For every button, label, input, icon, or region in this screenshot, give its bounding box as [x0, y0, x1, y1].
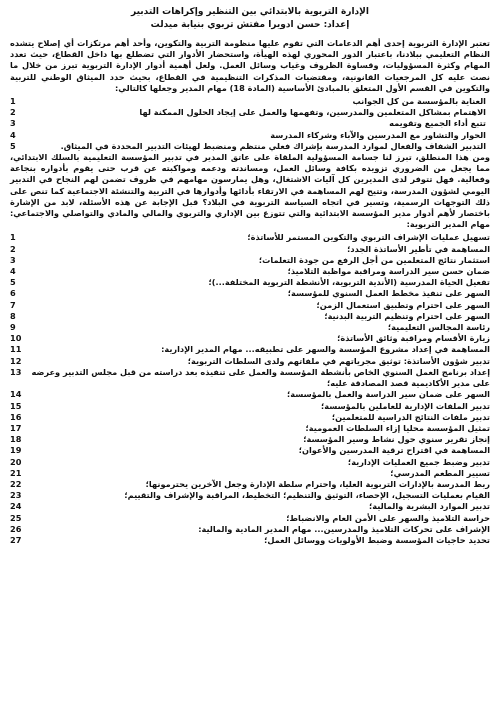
list-item-number: 12	[10, 355, 22, 366]
list-item-text: تتبع أداء الجميع وتقويمه	[389, 118, 486, 129]
list-item-text: تحديد حاجيات المؤسسة وضبط الأولويات ووسائل العمل؛	[264, 534, 490, 545]
list-item-number: 1	[10, 232, 16, 243]
list-item	[10, 344, 490, 355]
list-item-text: الإشراف على تحركات التلاميذ والمدرسين... مهام المدير المادية والمالية:	[198, 523, 490, 534]
list-item	[10, 322, 490, 333]
list-item	[10, 232, 490, 243]
list-item-number: 10	[10, 333, 22, 344]
list-item	[10, 389, 490, 400]
list-item-text: إعداد برنامج العمل السنوي الخاص بأنشطة المؤسسة والعمل على تنفيذه بعد دراسته من قبل مجلس التدبير وعرضه على مدير الأكاديمية قصد المصادقة عليه؛	[31, 366, 490, 389]
list-item-text: تدبير الملفات الإدارية للعاملين بالمؤسسة؛	[321, 400, 490, 411]
list-item-number: 22	[10, 478, 22, 489]
intro-paragraph: تعتبر الإدارة التربوية إحدى أهم الدعامات التي تقوم عليها منظومة التربية والتكوين، وأحد أهم مرتكزات أي إصلاح يتشده النظام التعليمي ببلادنا، باعتبار الدور المحوري لهذه الهيأة، واستحضار الأدوار التي تضطلع بها داخل القطاع، حيث تعدد المهام وكثرة المسؤوليات، وقساوة الظروف وغياب وسائل العمل. ولعل أهمية أدوار الإدارة التربوية تبرز من خلال ما نصت عليه كل المرجعيات القانونية، ومقتضيات المذكرات التنظيمية في القطاع، بحيث حدد الميثاق الوطني للتربية والتكوين في القسم الأول المتعلق بالمبادئ الأساسية (المادة 18) مهام المدير وجعلها كالتالي:	[10, 38, 490, 93]
list-item	[10, 457, 490, 468]
list-item-number: 17	[10, 422, 22, 433]
list-item-text: التدبير الشفاف والفعال لموارد المدرسة بإشراك فعلي منتظم ومنضبط لهيئات التدبير المحددة في الميثاق.	[60, 140, 486, 151]
list-item-number: 3	[10, 254, 16, 265]
list-item-text: الحوار والتشاور مع المدرسين والآباء وشركاء المدرسة	[270, 129, 486, 140]
list-item-number: 3	[10, 118, 16, 129]
list-item-text: السهر على تنفيذ مخطط العمل السنوي للمؤسسة؛	[287, 288, 490, 299]
list-item-number: 6	[10, 288, 16, 299]
list-item-number: 7	[10, 299, 16, 310]
list-item-number: 2	[10, 107, 16, 118]
list-item-number: 14	[10, 389, 22, 400]
list-item	[10, 244, 490, 255]
list-item-text: استثمار نتائج المتعلمين من أجل الرفع من جودة التعلمات؛	[258, 254, 490, 265]
list-item	[10, 468, 490, 479]
list-item-number: 8	[10, 310, 16, 321]
list-item-number: 2	[10, 243, 16, 254]
document-author: إعداد: حسن ادويرا مفتش تربوي بنيابة ميدلت	[150, 20, 350, 30]
list-item-text: تدبير الموارد البشرية والمالية؛	[369, 501, 490, 512]
list-item-text: رئاسة المجالس التعليمية؛	[387, 322, 490, 333]
list-item	[10, 130, 490, 141]
list-item	[10, 107, 490, 118]
list-item-number: 15	[10, 400, 22, 411]
list-item	[10, 333, 490, 344]
list-item-text: تدبير وضبط جميع العمليات الإدارية؛	[347, 456, 490, 467]
list-item-text: ضمان حسن سير الدراسة ومراقبة مواظبة التلاميذ؛	[287, 266, 490, 277]
list-item-number: 11	[10, 344, 22, 355]
list-item	[10, 445, 490, 456]
list-item-text: تدبير شؤون الأساتذة: توثيق مجرياتهم في ملفاتهم ولدى السلطات التربوية؛	[187, 355, 490, 366]
list-item	[10, 412, 490, 423]
list-item-number: 16	[10, 411, 22, 422]
list-item-text: تسيير المطعم المدرسي؛	[390, 467, 490, 478]
list-item-text: ربط المدرسة بالإدارات التربوية العليا، واحترام سلطة الإدارة وجعل الآخرين يحترمونها؛	[145, 478, 490, 489]
list-item-number: 19	[10, 445, 22, 456]
list-item-number: 24	[10, 501, 22, 512]
list-item-number: 26	[10, 523, 22, 534]
list-item-text: تسهيل عمليات الإشراف التربوي والتكوين المستمر للأساتذة؛	[247, 232, 490, 243]
list-item-text: المساهمة في اقتراح ترقية المدرسين والأعوان؛	[298, 445, 490, 456]
list-item-number: 20	[10, 456, 22, 467]
list-item-number: 5	[10, 277, 16, 288]
list-item-text: حراسة التلاميذ والسهر على الأمن العام والانضباط؛	[286, 512, 490, 523]
list-item	[10, 513, 490, 524]
list-item-text: إنجاز تقرير سنوي حول نشاط وسير المؤسسة؛	[303, 434, 490, 445]
list-item	[10, 300, 490, 311]
title-block	[10, 6, 490, 32]
list-item	[10, 255, 490, 266]
list-item-number: 13	[10, 366, 22, 377]
list-item-text: المساهمة في إعداد مشروع المؤسسة والسهر على تطبيقه... مهام المدير الإدارية:	[161, 344, 490, 355]
list-item-text: الاهتمام بمشاكل المتعلمين والمدرسين، وتفهمها والعمل على إيجاد الحلول الممكنة لها	[139, 107, 486, 118]
list-item-text: السهر على احترام وتطبيق استعمال الزمن؛	[316, 299, 490, 310]
list-item	[10, 288, 490, 299]
list-item-text: تمثيل المؤسسة محليا إزاء السلطات العمومية؛	[305, 422, 490, 433]
list-item	[10, 501, 490, 512]
list-item-number: 5	[10, 140, 16, 151]
list-item	[10, 311, 490, 322]
list-item-number: 18	[10, 434, 22, 445]
list-item-number: 25	[10, 512, 22, 523]
list-item	[10, 535, 490, 546]
charter-duties-list	[10, 96, 490, 152]
list-item-number: 23	[10, 490, 22, 501]
list-item-text: تفعيل الحياة المدرسية (الأندية التربوية، الأنشطة التربوية المختلفة...)؛	[208, 277, 490, 288]
list-item-number: 4	[10, 129, 16, 140]
list-item-number: 4	[10, 266, 16, 277]
director-duties-list	[10, 232, 490, 546]
list-item-number: 21	[10, 467, 22, 478]
list-item	[10, 490, 490, 501]
list-item-text: زيارة الأقسام ومراقبة وثائق الأساتذة؛	[337, 333, 490, 344]
list-item-text: السهر على ضمان سير الدراسة والعمل بالمؤسسة؛	[287, 389, 490, 400]
list-item-number: 27	[10, 534, 22, 545]
list-item	[10, 141, 490, 152]
list-item	[10, 423, 490, 434]
list-item	[10, 96, 490, 107]
list-item	[10, 118, 490, 129]
list-item	[10, 524, 490, 535]
list-item-text: العناية بالمؤسسة من كل الجوانب	[352, 96, 486, 107]
list-item-text: السهر على احترام وتنظيم التربية البدنية؛	[324, 310, 490, 321]
middle-paragraph: ومن هذا المنطلق، تبرز لنا جسامة المسؤولية الملقاة على عاتق المدير في تدبير المؤسسة التعليمية بالسلك الابتدائي، مما يجعل من الضروري تزويده بكافة وسائل العمل، ومساندته ودعمه ومواكبته عن قرب حتى يقوم بأدواره بنجاعة وفعالية. فهل تتوفر لدى المديرين كل آليات الاشتغال، وهل يمارسون مهامهم في ظروف تضمن لهم النجاح في التدبير اليومي لشؤون المدرسة، وتتيح لهم المساهمة في الارتقاء بأدائها وأدوارها في التربية والتنشئة الاجتماعية كما تنص على ذلك التوجهات الرسمية، وتسير في اتجاه السياسة التربوية في البلاد؟ قبل الإجابة عن هذه الأسئلة، لابد من الإشارة باختصار لأهم أدوار مدير المؤسسة الابتدائية والتي تتوزع بين الإداري والتربوي والمالي والمادي والتواصلي والاجتماعي: مهام المدير التربوية:	[10, 152, 490, 230]
list-item-number: 9	[10, 322, 16, 333]
list-item	[10, 356, 490, 367]
list-item-text: تدبير ملفات النتائج الدراسية للمتعلمين؛	[331, 411, 490, 422]
list-item-text: القيام بعمليات التسجيل، الإحصاء، التوثيق والتنظيم؛ التخطيط، المراقبة والإشراف والتقييم؛	[124, 490, 490, 501]
list-item	[10, 266, 490, 277]
document-title: الإدارة التربوية بالابتدائي بين التنظير وإكراهات التدبير	[131, 7, 369, 17]
list-item-text: المساهمة في تأطير الأساتذة الجدد؛	[347, 243, 490, 254]
list-item	[10, 479, 490, 490]
list-item-number: 1	[10, 96, 16, 107]
list-item	[10, 277, 490, 288]
list-item	[10, 434, 490, 445]
list-item	[10, 401, 490, 412]
list-item	[10, 367, 490, 389]
